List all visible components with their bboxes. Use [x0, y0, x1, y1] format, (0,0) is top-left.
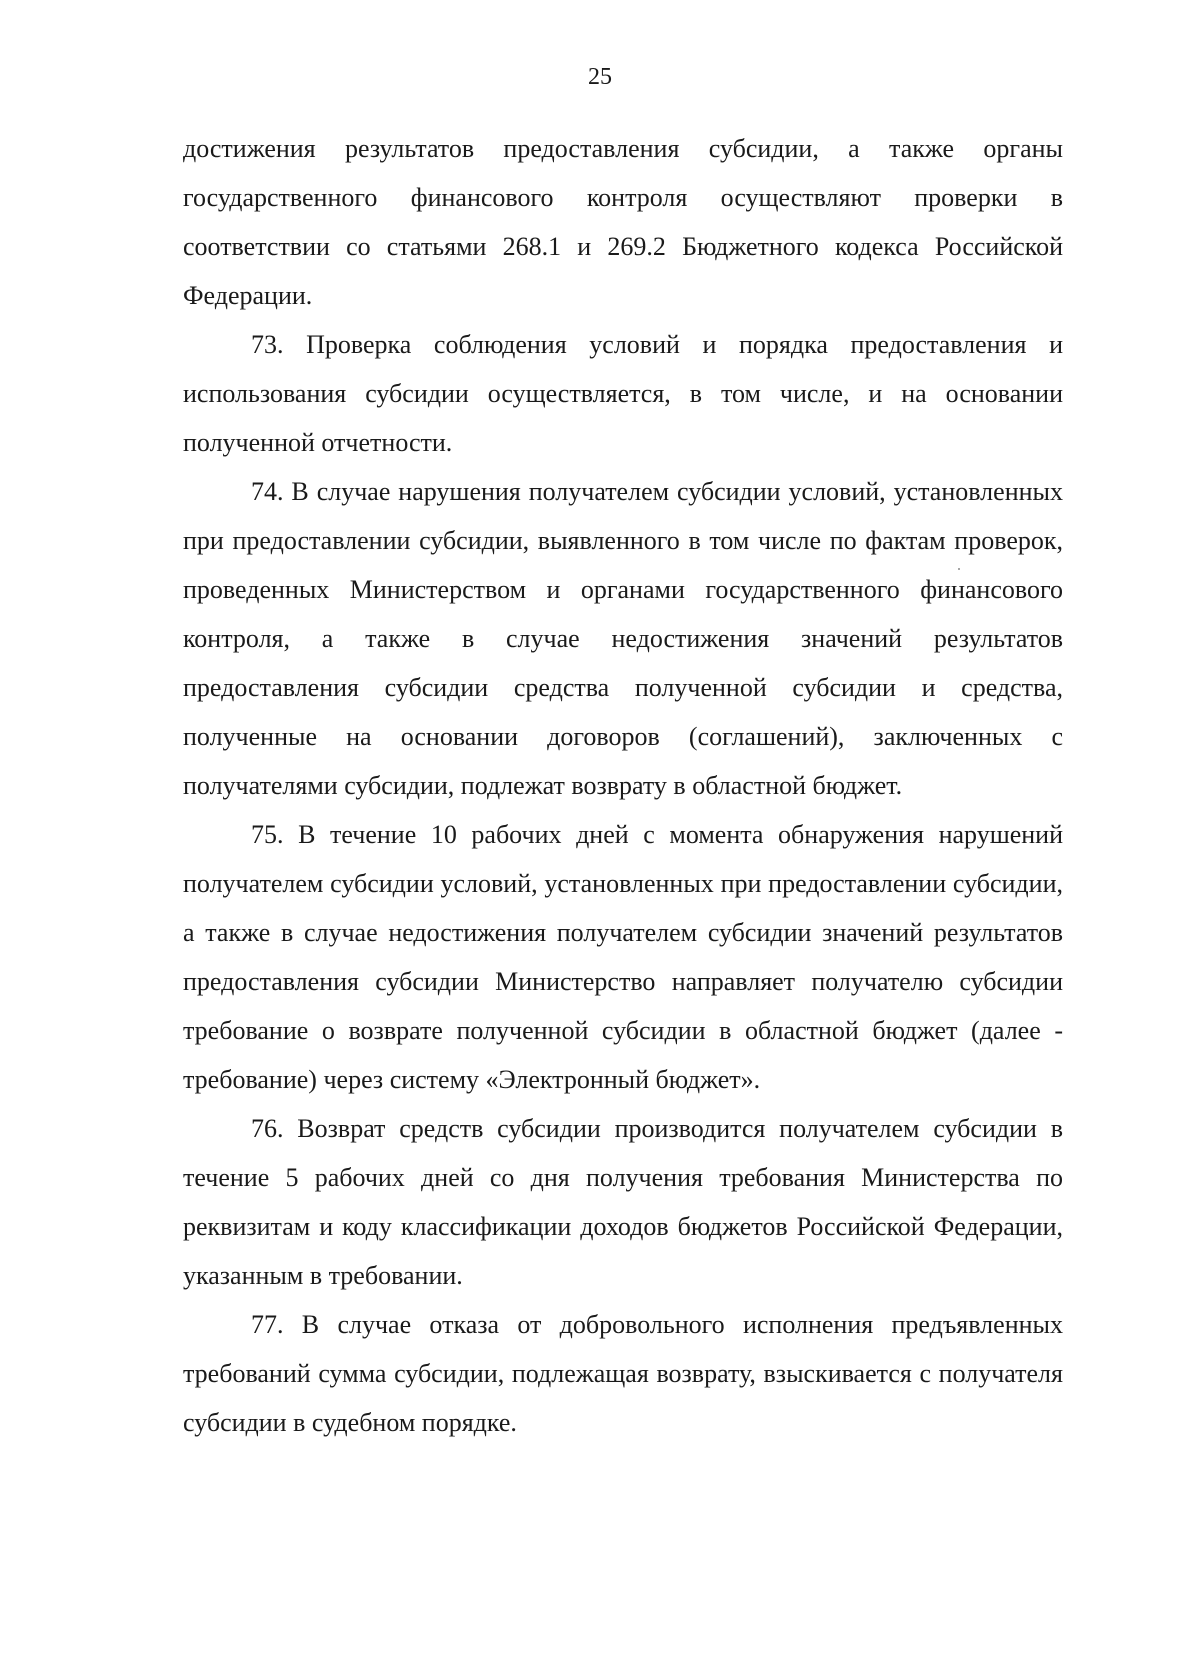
page-number: 25 [588, 64, 612, 90]
paragraph-73: 73. Проверка соблюдения условий и порядка предоставления и использования субсидии осуществляется, в том числе, и на основании полученной отчетности. [183, 330, 1063, 457]
paragraph-74: 74. В случае нарушения получателем субсидии условий, установленных при предоставлении субсидии, выявленного в том числе по фактам проверок, проведенных Министерством и органами государственного финансового контроля, а также в случае недостижения значений результатов предоставления субсидии средства полученной субсидии и средства, полученные на основании договоров (соглашений), заключенных с получателями субсидии, подлежат возврату в областной бюджет. [183, 477, 1063, 800]
document-body [183, 124, 1063, 1447]
paragraph-continuation: достижения результатов предоставления субсидии, а также органы государственного финансового контроля осуществляют проверки в соответствии со статьями 268.1 и 269.2 Бюджетного кодекса Российской Федерации. [183, 134, 1063, 310]
paragraph-76: 76. Возврат средств субсидии производится получателем субсидии в течение 5 рабочих дней со дня получения требования Министерства по реквизитам и коду классификации доходов бюджетов Российской Федерации, указанным в требовании. [183, 1114, 1063, 1290]
scan-speck [958, 568, 960, 570]
paragraph-75: 75. В течение 10 рабочих дней с момента обнаружения нарушений получателем субсидии условий, установленных при предоставлении субсидии, а также в случае недостижения получателем субсидии значений результатов предоставления субсидии Министерство направляет получателю субсидии требование о возврате полученной субсидии в областной бюджет (далее - требование) через систему «Электронный бюджет». [183, 820, 1063, 1094]
paragraph-77: 77. В случае отказа от добровольного исполнения предъявленных требований сумма субсидии, подлежащая возврату, взыскивается с получателя субсидии в судебном порядке. [183, 1310, 1063, 1437]
